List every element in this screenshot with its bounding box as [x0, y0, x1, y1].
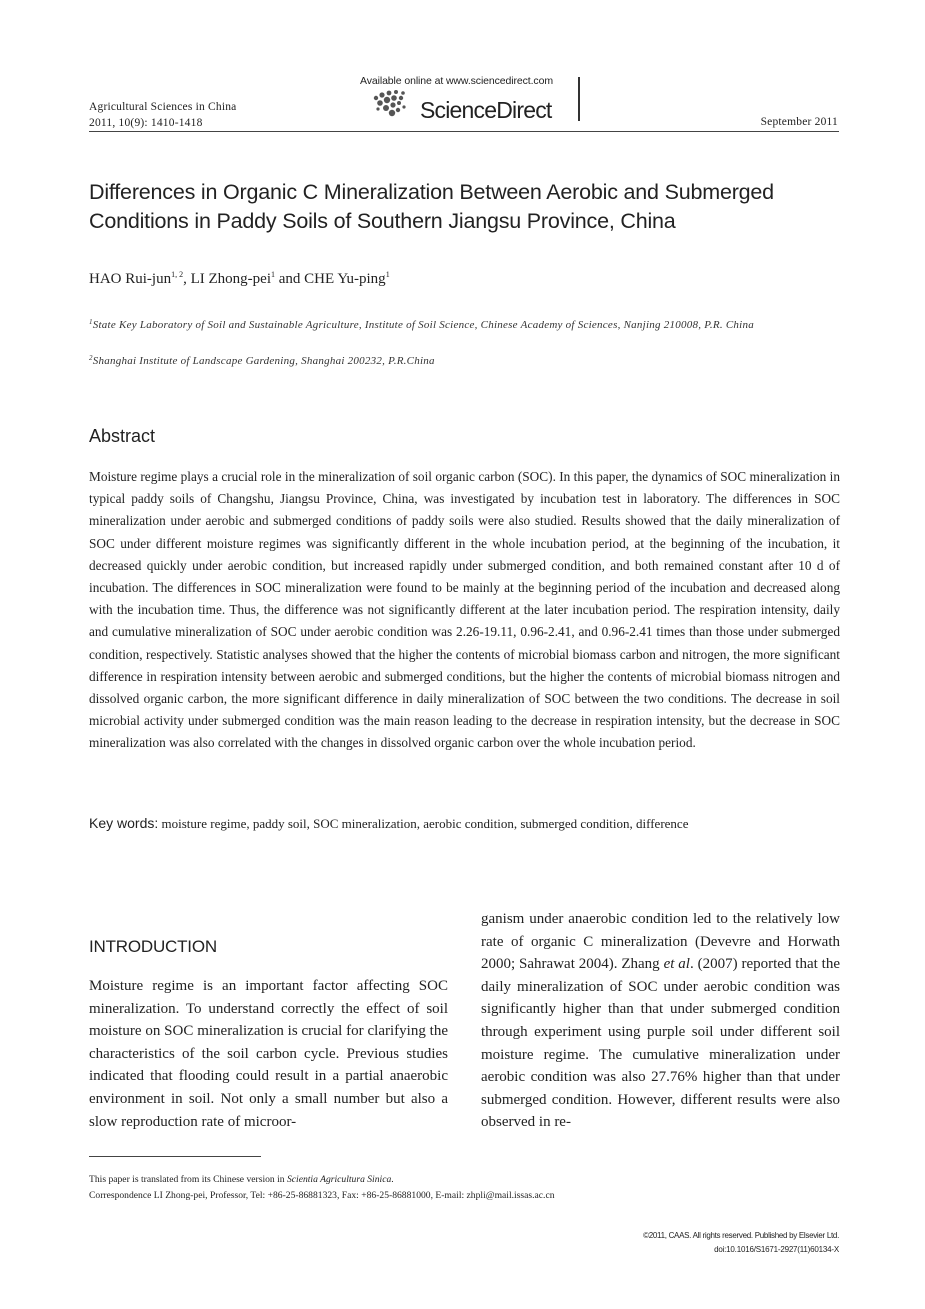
author-affiliation-mark: 1	[270, 270, 275, 279]
affiliation-mark: 1	[89, 318, 93, 326]
body-text-italic: et al	[663, 956, 690, 973]
author-affiliation-mark: 1	[385, 270, 390, 279]
author-name: HAO Rui-jun	[89, 271, 172, 287]
body-text: ganism under anaerobic condition led to the relatively low rate of organic C mineralization (Devevre and Horwath 2000; Sahrawat 2004). Zhang	[481, 911, 840, 973]
abstract-heading: Abstract	[89, 426, 156, 446]
affiliation-2	[89, 349, 841, 370]
abstract-body: Moisture regime plays a crucial role in the mineralization of soil organic carbon (SOC). In this paper, the dynamics of SOC mineralization in typical paddy soils of Changshu, Jiangsu Province, China, was investigated by incubation test in laboratory. The differences in SOC mineralization under aerobic and submerged conditions of paddy soils were also studied. Results showed that the daily mineralization of SOC under different moisture regimes was significantly different in the whole incubation period, at the beginning of the incubation, it decreased quickly under aerobic condition, but increased rapidly under submerged condition, and both remained constant after 10 d of incubation. The differences in SOC mineralization were found to be mainly at the beginning period of the incubation and decreased along with the incubation time. Thus, the difference was not significantly different at the later incubation period. The respiration intensity, daily and cumulative mineralization of SOC under aerobic condition was 2.26-19.11, 0.96-2.41, and 0.96-2.41 times than those under submerged condition, respectively. Statistic analyses showed that the higher the contents of microbial biomass carbon and nitrogen, the more significant difference in respiration intensity between aerobic and submerged conditions, but the higher the contents of microbial biomass nitrogen and dissolved organic carbon, the more significant difference in daily mineralization of SOC between the two conditions. The decrease in soil microbial activity under submerged condition was the main reason leading to the decrease in respiration intensity, but the decrease in SOC mineralization was also correlated with the changes in dissolved organic carbon over the whole incubation period.	[89, 469, 840, 751]
title-line-1: Differences in Organic C Mineralization Between Aerobic and Submerged	[89, 180, 774, 204]
affiliation-mark: 2	[89, 354, 93, 362]
body-column-right	[481, 908, 840, 1134]
header-rule	[89, 131, 839, 132]
translation-note	[89, 1173, 394, 1187]
affiliation-text: State Key Laboratory of Soil and Sustainable Agriculture, Institute of Soil Science, Chinese Academy of Sciences, Nanjing 210008, P.R. China	[92, 319, 754, 331]
journal-info	[89, 99, 236, 131]
footnote-source: Scientia Agricultura Sinica	[286, 1174, 392, 1185]
sciencedirect-logo[interactable]: ScienceDirect	[420, 97, 552, 123]
body-column-left: Moisture regime is an important factor affecting SOC mineralization. To understand correctly the effect of soil moisture on SOC mineralization is crucial for clarifying the characteristics of the soil carbon cycle. Previous studies indicated that flooding could result in a partial anaerobic environment in soil. Not only a small number but also a slow reproduction rate of microor-	[89, 978, 448, 1130]
affiliation-1	[89, 313, 841, 334]
affiliation-text: Shanghai Institute of Landscape Gardening, Shanghai 200232, P.R.China	[92, 355, 435, 367]
sciencedirect-dots-icon	[370, 88, 416, 122]
journal-volume: 2011, 10(9): 1410-1418	[89, 117, 203, 129]
body-text: . (2007) reported that the daily mineralization of SOC under aerobic condition was significantly higher than that under submerged condition through experiment using purple soil under different soil moisture regime. The cumulative mineralization under aerobic condition was also 27.76% higher than that under submerged condition. However, different results were also observed in re-	[481, 956, 841, 1131]
footnote-text: .	[391, 1174, 394, 1185]
article-title	[89, 178, 849, 236]
correspondence-note: Correspondence LI Zhong-pei, Professor, Tel: +86-25-86881323, Fax: +86-25-86881000, E-mail: zhpli@mail.issas.ac.cn	[89, 1190, 555, 1201]
logo-divider	[578, 77, 580, 121]
introduction-heading: INTRODUCTION	[89, 937, 217, 956]
author-name: LI Zhong-pei	[190, 271, 271, 287]
author-affiliation-mark: 1, 2	[171, 270, 184, 279]
author-separator: and	[274, 271, 305, 287]
author-separator: ,	[183, 271, 191, 287]
copyright-notice: ©2011, CAAS. All rights reserved. Published by Elsevier Ltd.	[643, 1231, 839, 1240]
author-name: CHE Yu-ping	[304, 271, 386, 287]
doi-link[interactable]: doi:10.1016/S1671-2927(11)60134-X	[714, 1245, 839, 1254]
keywords-line	[89, 815, 849, 832]
author-list	[89, 270, 390, 288]
footnote-text: This paper is translated from its Chinese version in	[89, 1174, 287, 1185]
title-line-2: Conditions in Paddy Soils of Southern Jiangsu Province, China	[89, 209, 676, 233]
keywords-label: Key words:	[89, 815, 159, 831]
issue-date: September 2011	[760, 116, 838, 128]
available-online-text[interactable]: Available online at www.sciencedirect.com	[360, 75, 553, 87]
keywords-list: moisture regime, paddy soil, SOC mineralization, aerobic condition, submerged condition, difference	[158, 816, 689, 831]
footnote-rule	[89, 1156, 261, 1157]
journal-name: Agricultural Sciences in China	[89, 101, 237, 113]
